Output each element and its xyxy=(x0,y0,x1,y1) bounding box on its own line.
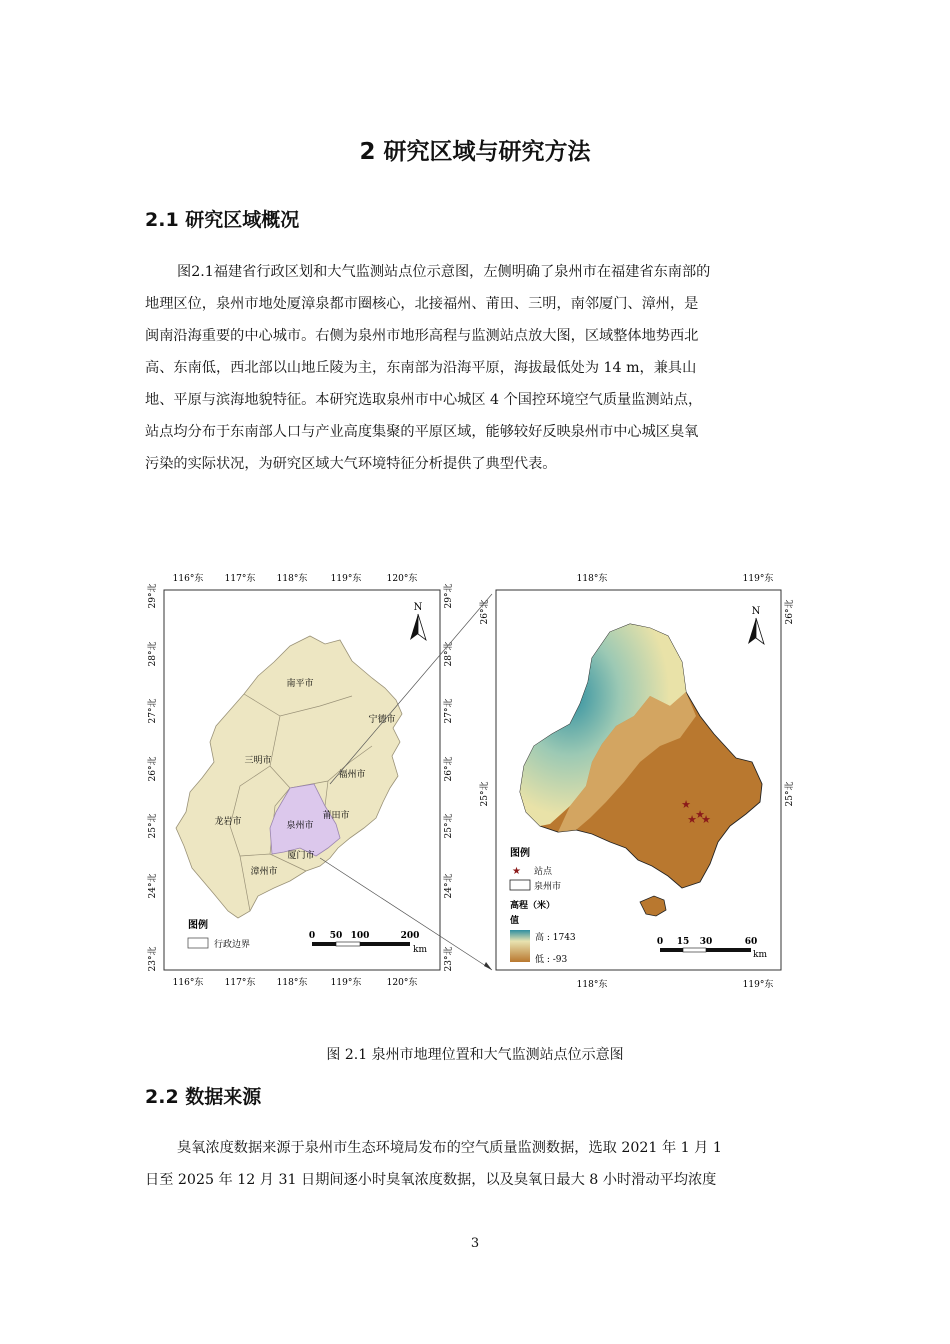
text-line: 地、平原与滨海地貌特征。本研究选取泉州市中心城区 4 个国控环境空气质量监测站点， xyxy=(145,392,703,408)
lat-label: 28°北 xyxy=(148,641,158,667)
lat-label: 25°北 xyxy=(444,813,454,839)
section-title-2-2: 2.2 数据来源 xyxy=(145,1086,262,1108)
text-line: 站点均分布于东南部人口与产业高度集聚的平原区域，能够较好反映泉州市中心城区臭氧 xyxy=(145,424,699,440)
city-label-quanzhou: 泉州市 xyxy=(286,821,314,831)
text-line: 图2.1福建省行政区划和大气监测站点位示意图，左侧明确了泉州市在福建省东南部的 xyxy=(177,264,711,280)
left-map-fujian xyxy=(146,572,454,988)
text-line: 高、东南低，西北部以山地丘陵为主，东南部为沿海平原，海拔最低处为 14 m，兼具山 xyxy=(145,360,697,376)
text-line: 闽南沿海重要的中心城市。右侧为泉州市地形高程与监测站点放大图，区域整体地势西北 xyxy=(145,328,699,344)
lat-label: 24°北 xyxy=(444,873,454,899)
lat-label: 24°北 xyxy=(148,873,158,899)
legend-city-label: 泉州市 xyxy=(534,882,562,892)
lat-label: 25°北 xyxy=(785,781,795,807)
station-star-icon: ★ xyxy=(701,813,711,826)
legend-station-label: 站点 xyxy=(534,867,553,877)
elevation-ramp xyxy=(510,930,530,962)
svg-text:km: km xyxy=(413,945,427,955)
lon-label: 118°东 xyxy=(576,574,608,584)
station-star-icon: ★ xyxy=(695,808,705,821)
lon-label: 118°东 xyxy=(576,980,608,990)
legend-star-icon: ★ xyxy=(512,866,521,877)
lon-label: 119°东 xyxy=(330,978,362,988)
lat-label: 23°北 xyxy=(148,946,158,972)
lon-label: 118°东 xyxy=(276,978,308,988)
elevation-high: 高 : 1743 xyxy=(535,933,576,943)
text-line: 日至 2025 年 12 月 31 日期间逐小时臭氧浓度数据，以及臭氧日最大 8 小时滑动平均浓度 xyxy=(145,1172,717,1188)
lat-label: 26°北 xyxy=(444,756,454,782)
lon-label: 120°东 xyxy=(386,574,418,584)
legend-boundary-swatch xyxy=(188,938,208,948)
legend-city-swatch xyxy=(510,880,530,890)
lon-label: 118°东 xyxy=(276,574,308,584)
elevation-title: 高程（米） xyxy=(510,901,556,911)
lat-label: 25°北 xyxy=(480,781,490,807)
lat-label: 26°北 xyxy=(785,599,795,625)
legend-title: 图例 xyxy=(188,920,208,931)
svg-text:100: 100 xyxy=(350,931,370,941)
elevation-low: 低 : -93 xyxy=(535,955,568,965)
station-star-icon: ★ xyxy=(681,798,691,811)
city-label-sanming: 三明市 xyxy=(244,756,272,766)
lon-label: 119°东 xyxy=(742,980,774,990)
lon-label: 116°东 xyxy=(172,574,204,584)
lat-label: 25°北 xyxy=(148,813,158,839)
svg-text:50: 50 xyxy=(329,931,343,941)
paragraph-study-area xyxy=(145,256,806,480)
lon-label: 116°东 xyxy=(172,978,204,988)
section-title-2-1: 2.1 研究区域概况 xyxy=(145,209,300,231)
connector-arrowhead xyxy=(484,962,492,970)
city-label-xiamen: 厦门市 xyxy=(287,851,315,861)
figure-2-1 xyxy=(140,566,795,996)
text-line: 污染的实际状况，为研究区域大气环境特征分析提供了典型代表。 xyxy=(145,456,557,472)
city-label-putian: 莆田市 xyxy=(322,811,350,821)
lat-label: 28°北 xyxy=(444,641,454,667)
city-label-fuzhou: 福州市 xyxy=(338,770,366,780)
svg-text:0: 0 xyxy=(656,937,664,947)
text-line: 臭氧浓度数据来源于泉州市生态环境局发布的空气质量监测数据，选取 2021 年 1 月 1 xyxy=(177,1140,722,1156)
city-label-longyan: 龙岩市 xyxy=(214,817,242,827)
svg-text:200: 200 xyxy=(400,931,420,941)
svg-text:30: 30 xyxy=(699,937,713,947)
lon-label: 117°东 xyxy=(224,574,256,584)
svg-text:km: km xyxy=(753,950,767,960)
svg-text:60: 60 xyxy=(744,937,758,947)
legend-title: 图例 xyxy=(510,848,530,859)
lat-label: 26°北 xyxy=(148,756,158,782)
lat-label: 29°北 xyxy=(444,583,454,609)
lat-label: 29°北 xyxy=(148,583,158,609)
lat-label: 23°北 xyxy=(444,946,454,972)
chapter-title: 2 研究区域与研究方法 xyxy=(359,139,591,165)
lon-label: 119°东 xyxy=(742,574,774,584)
legend-boundary-label: 行政边界 xyxy=(214,940,251,950)
lon-label: 117°东 xyxy=(224,978,256,988)
figure-caption: 图 2.1 泉州市地理位置和大气监测站点位示意图 xyxy=(326,1047,624,1063)
station-star-icon: ★ xyxy=(687,813,697,826)
page-number: 3 xyxy=(470,1236,480,1251)
lat-label: 26°北 xyxy=(480,599,490,625)
paragraph-data-source xyxy=(145,1132,806,1196)
lat-label: 27°北 xyxy=(148,698,158,724)
svg-text:N: N xyxy=(413,602,423,613)
right-map-quanzhou xyxy=(478,572,795,990)
text-line: 地理区位，泉州市地处厦漳泉都市圈核心，北接福州、莆田、三明，南邻厦门、漳州，是 xyxy=(145,296,699,312)
svg-text:15: 15 xyxy=(676,937,690,947)
city-label-zhangzhou: 漳州市 xyxy=(250,867,278,877)
lon-label: 120°东 xyxy=(386,978,418,988)
lon-label: 119°东 xyxy=(330,574,362,584)
svg-text:0: 0 xyxy=(308,931,316,941)
city-label-nanping: 南平市 xyxy=(286,679,314,689)
lat-label: 27°北 xyxy=(444,698,454,724)
elevation-title-2: 值 xyxy=(510,916,520,926)
city-label-ningde: 宁德市 xyxy=(368,715,396,725)
svg-text:N: N xyxy=(751,606,761,617)
